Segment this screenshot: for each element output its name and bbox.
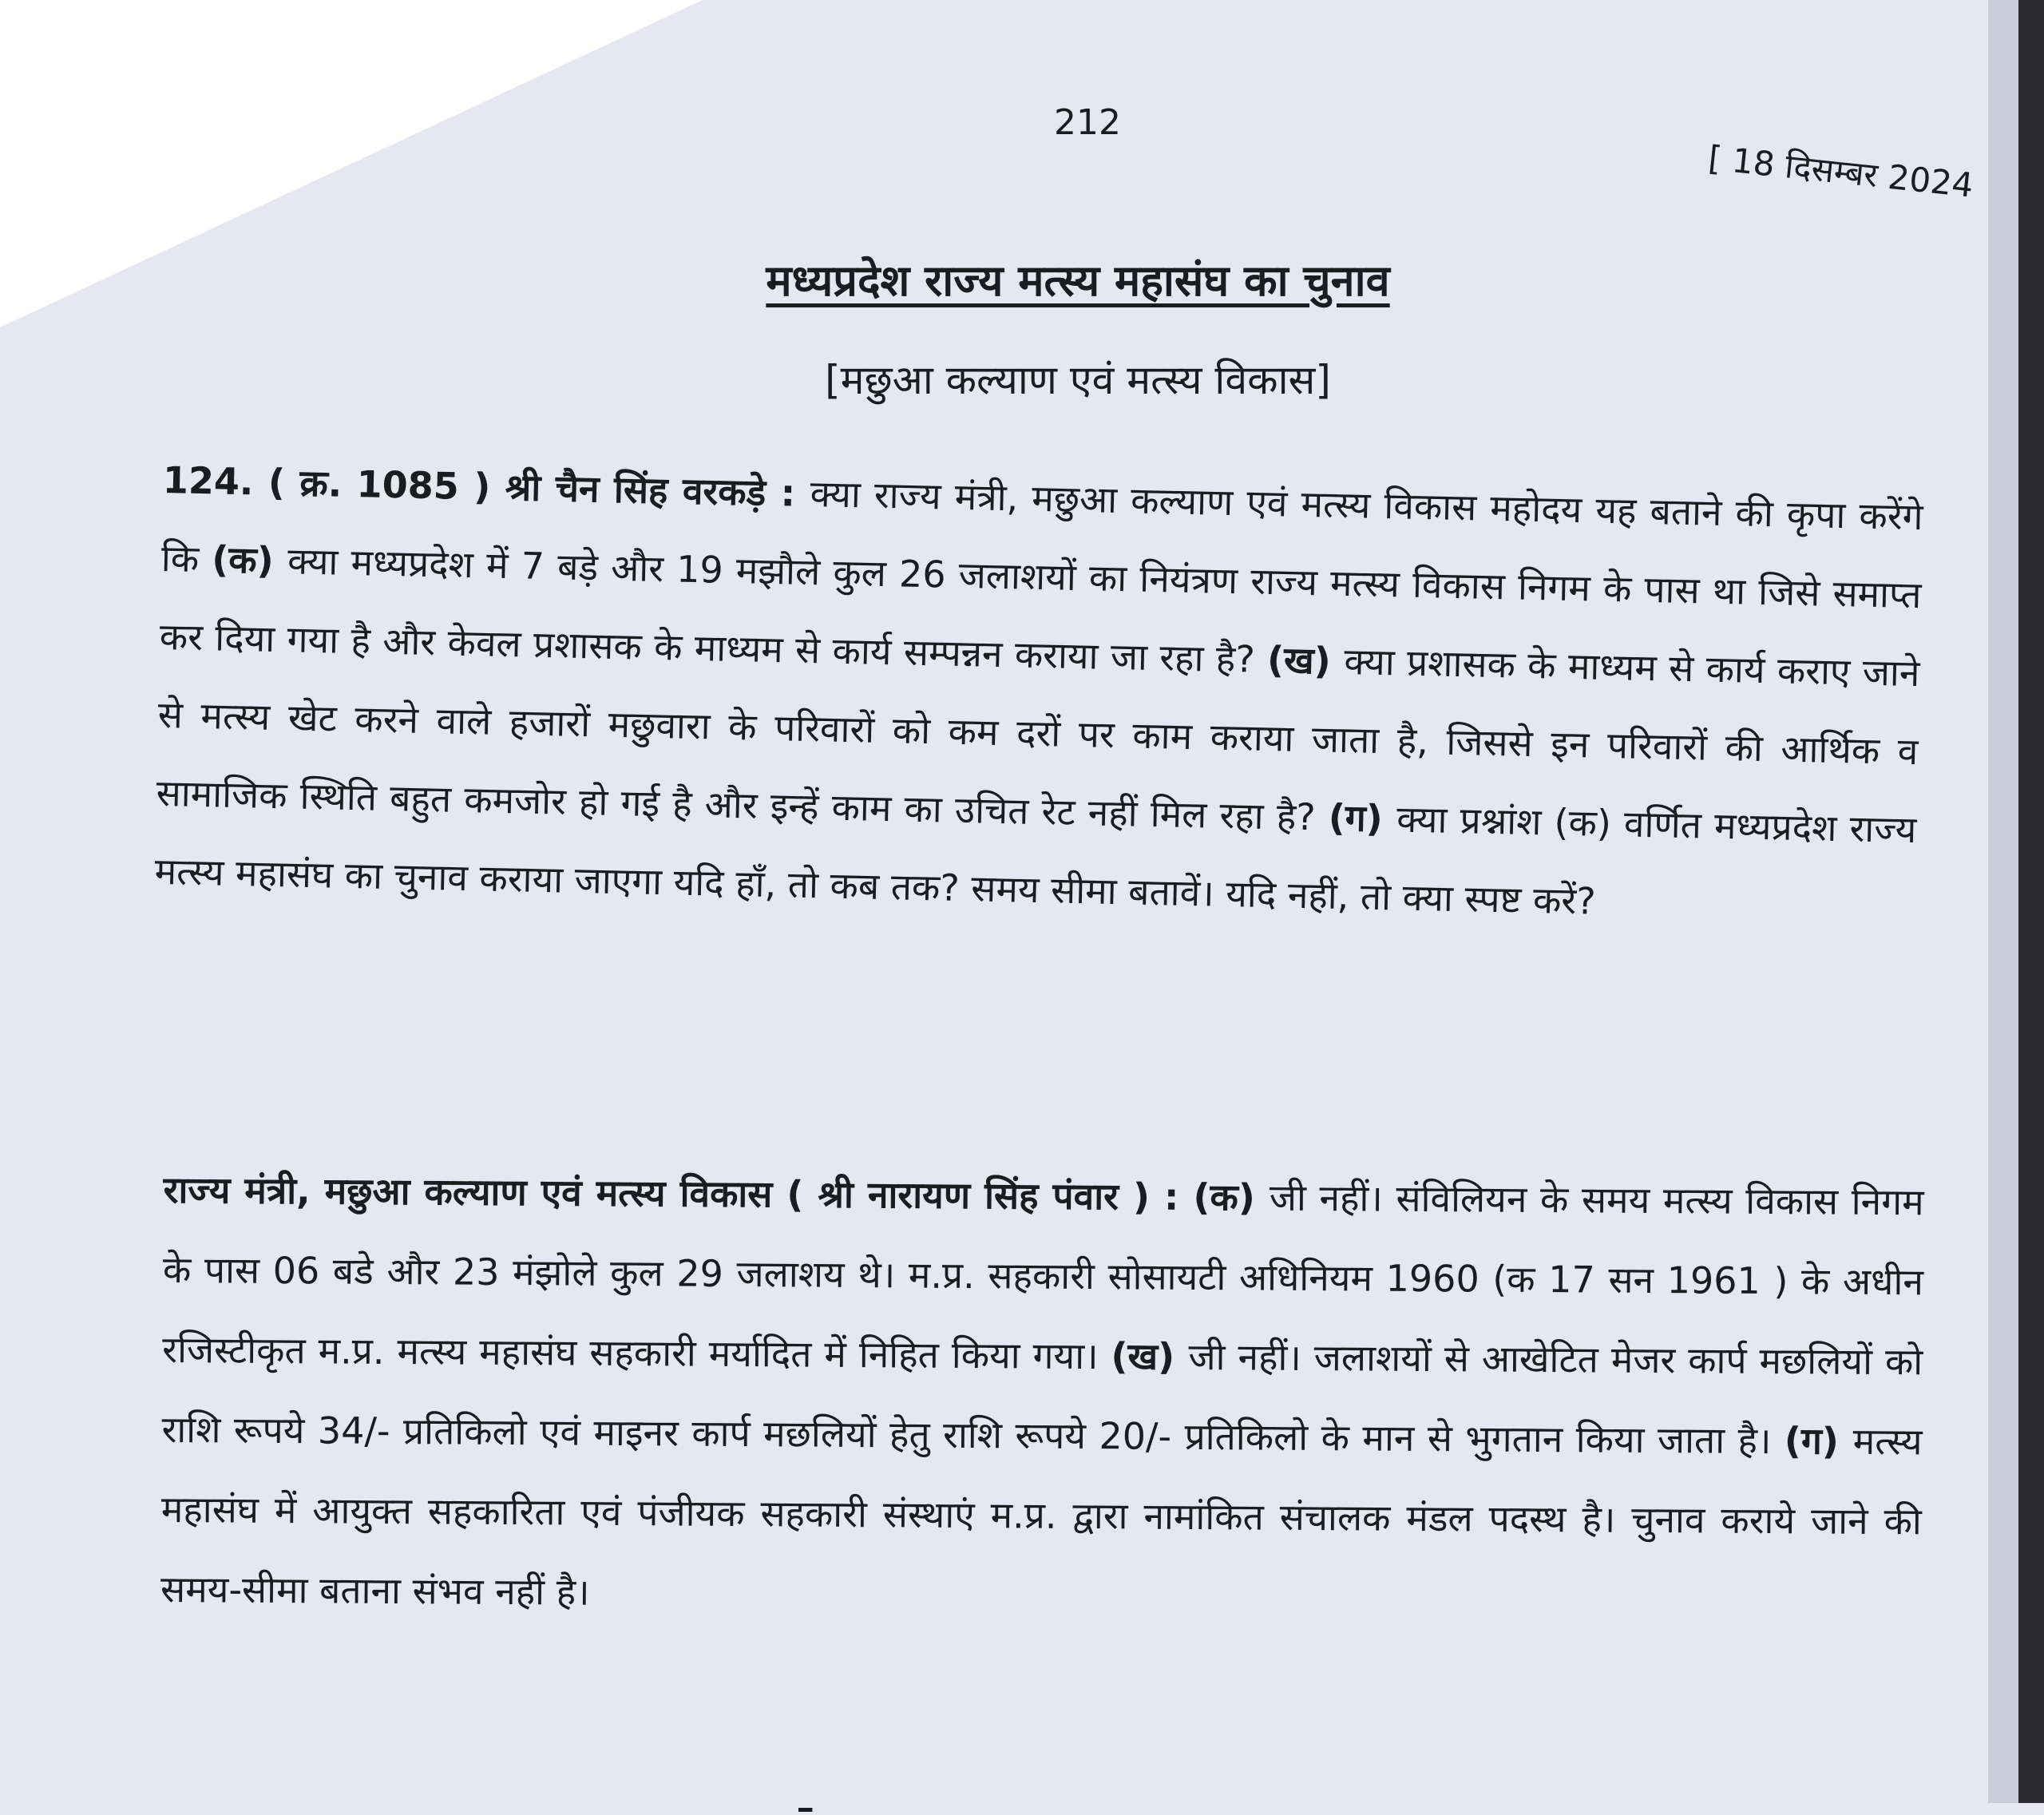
next-heading-cutoff <box>798 1769 812 1815</box>
question-paragraph <box>154 441 1924 947</box>
question-intro: क्या राज्य मंत्री, मछुआ कल्याण एवं मत्स्य विकास महोदय यह बताने की कृपा करेंगे कि <box>160 471 1924 581</box>
question-number: 124. ( क्र. 1085 ) <box>162 458 506 509</box>
page-number: 212 <box>1054 102 1121 143</box>
answer-paragraph <box>160 1150 1924 1641</box>
question-part-a: क्या मध्यप्रदेश में 7 बड़े और 19 मझौले कुल 26 जलाशयों का नियंत्रण राज्य मत्स्य विकास निगम के पास था जिसे समाप्त कर दिया गया है और केवल प्रशासक के माध्यम से कार्य सम्पन्नन कराया जा रहा है? <box>159 539 1922 681</box>
session-date: [ 18 दिसम्बर 2024 <box>1706 138 1975 205</box>
question-part-a-label: (क) <box>211 537 288 583</box>
question-title: मध्यप्रदेश राज्य मत्स्य महासंघ का चुनाव <box>766 256 1390 306</box>
answer-part-c-label: (ग) <box>1784 1419 1853 1463</box>
answer-part-c: मत्स्य महासंघ में आयुक्त सहकारिता एवं पंजीयक सहकारी संस्थाएं म.प्र. द्वारा नामांकित संचालक मंडल पदस्थ है। चुनाव कराये जाने की समय-सीमा बताना संभव नहीं है। <box>160 1419 1923 1614</box>
department-subtitle: [मछुआ कल्याण एवं मत्स्य विकास] <box>825 357 1331 403</box>
question-part-c: क्या प्रश्नांश (क) वर्णित मध्यप्रदेश राज्य मत्स्य महासंघ का चुनाव कराया जाएगा यदि हाँ, तो कब तक? समय सीमा बतावें। यदि नहीं, तो क्या स्पष्ट करें? <box>154 797 1917 923</box>
answer-part-a: जी नहीं। संविलियन के समय मत्स्य विकास निगम के पास 06 बडे और 23 मंझोले कुल 29 जलाशय थे। म.प्र. सहकारी सोसायटी अधिनियम 1960 (क 17 सन 1961 ) के अधीन रजिस्टीकृत म.प्र. मत्स्य महासंघ सहकारी मर्यादित में निहित किया गया। <box>162 1175 1924 1378</box>
answer-part-b: जी नहीं। जलाशयों से आखेटित मेजर कार्प मछलियों को राशि रूपये 34/- प्रतिकिलो एवं माइनर कार्प मछलियों हेतु राशि रूपये 20/- प्रतिकिलो के मान से भुगतान किया जाता है। <box>161 1334 1923 1463</box>
answer-part-b-label: (ख) <box>1111 1334 1189 1378</box>
answer-minister: राज्य मंत्री, मछुआ कल्याण एवं मत्स्य विकास ( श्री नारायण सिंह पंवार ) : <box>163 1167 1194 1219</box>
question-part-c-label: (ग) <box>1328 795 1397 841</box>
answer-part-a-label: (क) <box>1193 1175 1270 1219</box>
question-member: श्री चैन सिंह वरकड़े : <box>505 465 811 515</box>
question-part-b-label: (ख) <box>1266 638 1345 684</box>
question-part-b: क्या प्रशासक के माध्यम से कार्य कराए जाने से मत्स्य खेट करने वाले हजारों मछुवारा के परिवारों को कम दरों पर काम कराया जाता है, जिससे इन परिवारों की आर्थिक व सामाजिक स्थिति बहुत कमजोर हो गई है और इन्हें काम का उचित रेट नहीं मिल रहा है? <box>156 640 1920 839</box>
